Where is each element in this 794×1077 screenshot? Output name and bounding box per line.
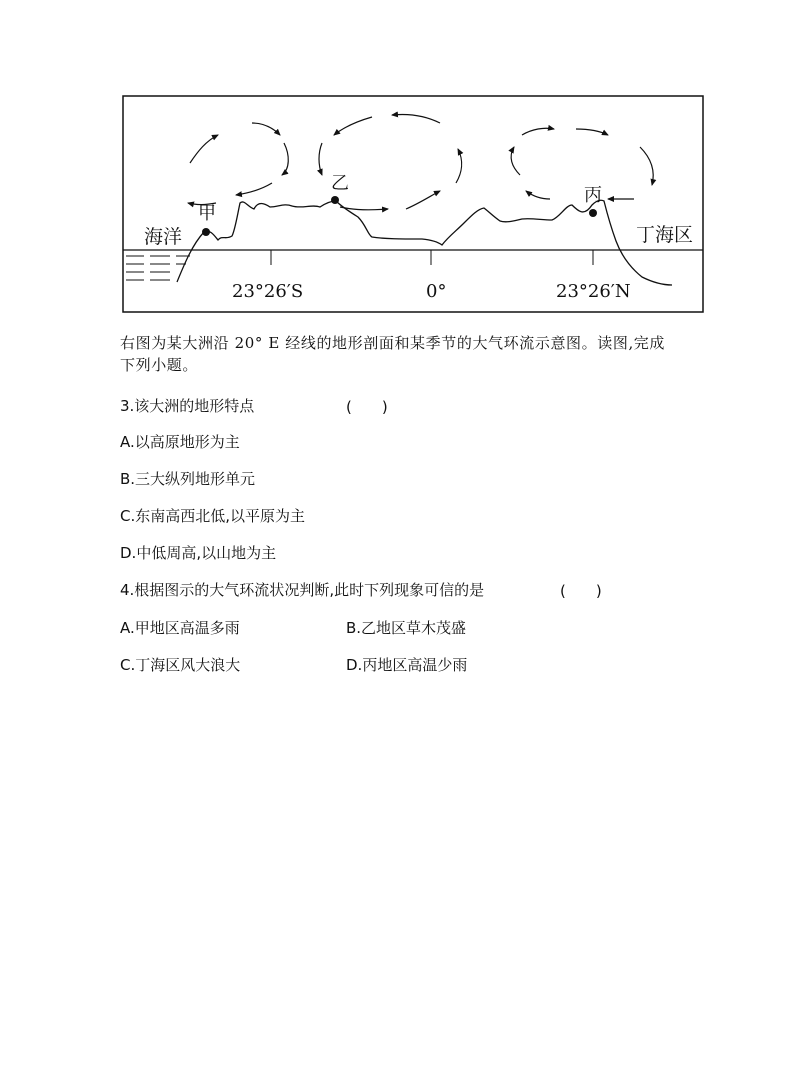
- question-3-option-c: C.东南高西北低,以平原为主: [120, 507, 306, 525]
- question-4-stem: 4.根据图示的大气环流状况判断,此时下列现象可信的是: [120, 581, 485, 599]
- label-ding: 丁海区: [636, 224, 694, 246]
- ocean-hatching: [126, 256, 190, 280]
- question-3-option-a: A.以高原地形为主: [120, 433, 240, 451]
- question-4-option-a: A.甲地区高温多雨: [120, 619, 240, 637]
- question-4-option-d: D.丙地区高温少雨: [346, 656, 468, 674]
- label-jia: 甲: [198, 203, 216, 224]
- label-ocean: 海洋: [144, 226, 183, 248]
- question-4-option-c: C.丁海区风大浪大: [120, 656, 241, 674]
- question-4-answer-blank: ( ): [560, 582, 602, 600]
- question-3-option-b: B.三大纵列地形单元: [120, 470, 256, 488]
- tick-label-equator: 0°: [426, 281, 447, 302]
- figure-caption: 右图为某大洲沿 20° E 经线的地形剖面和某季节的大气环流示意图。读图,完成下列小题。: [120, 334, 666, 374]
- tick-label-north: 23°26′N: [556, 281, 631, 302]
- terrain-profile: [177, 200, 672, 285]
- terrain-circulation-figure: [122, 95, 704, 313]
- label-yi: 乙: [331, 173, 349, 194]
- point-yi: [331, 196, 339, 204]
- question-4-option-b: B.乙地区草木茂盛: [346, 619, 467, 637]
- point-bing: [589, 209, 597, 217]
- question-3-answer-blank: ( ): [346, 398, 388, 416]
- question-3-stem: 3.该大洲的地形特点: [120, 397, 255, 415]
- label-bing: 丙: [584, 185, 602, 206]
- question-3-option-d: D.中低周高,以山地为主: [120, 544, 277, 562]
- tick-label-south: 23°26′S: [232, 281, 304, 302]
- point-jia: [202, 228, 210, 236]
